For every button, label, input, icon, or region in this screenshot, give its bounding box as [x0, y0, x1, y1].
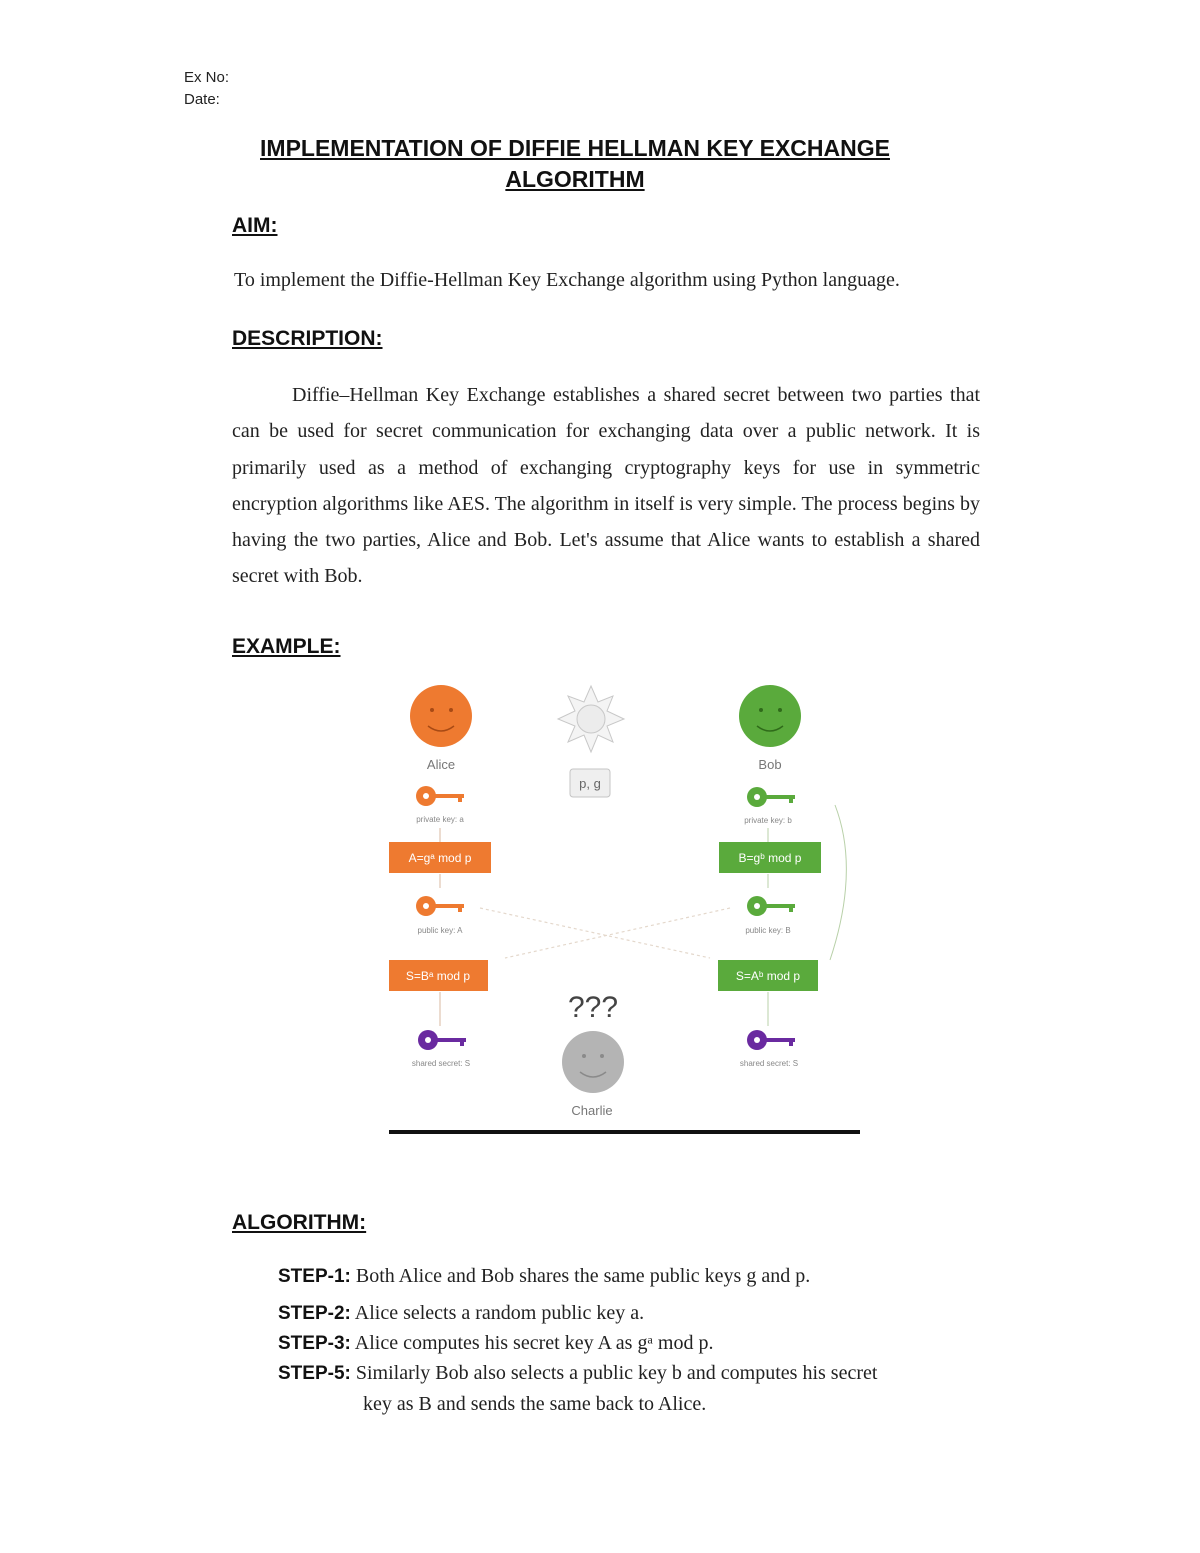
alice-face-icon: [410, 685, 472, 747]
public-params-box: [570, 769, 610, 797]
ex-no-label: Ex No:: [184, 69, 230, 86]
algorithm-step: [278, 1362, 978, 1385]
bob-compute-secret-label: S=Aᵇ mod p: [735, 969, 801, 983]
algorithm-step: [278, 1332, 978, 1355]
charlie-face-icon: [562, 1031, 624, 1093]
bob-compute-public-label: B=gᵇ mod p: [738, 851, 802, 865]
algorithm-heading: ALGORITHM:: [232, 1211, 367, 1234]
step-label: STEP-5:: [278, 1363, 351, 1384]
bob-name: Bob: [758, 757, 782, 772]
unknown-marker: ???: [567, 991, 619, 1024]
public-params-label: p, g: [579, 776, 601, 791]
bob-compute-secret-box: [718, 960, 818, 991]
alice-compute-public-label: A=gᵃ mod p: [408, 851, 472, 865]
aim-text: To implement the Diffie-Hellman Key Exchange algorithm using Python language.: [234, 269, 900, 291]
bob-public-key-icon: [747, 896, 795, 916]
step-label: STEP-1:: [278, 1266, 351, 1287]
bob-shared-secret-icon: [747, 1030, 795, 1050]
charlie-name: Charlie: [571, 1103, 613, 1118]
alice-compute-secret-box: [389, 960, 488, 991]
bob-private-key-label: private key: b: [744, 816, 792, 825]
bob-shared-secret-label: shared secret: S: [739, 1059, 799, 1068]
alice-shared-secret-icon: [418, 1030, 466, 1050]
alice-shared-secret-label: shared secret: S: [411, 1059, 471, 1068]
example-heading: EXAMPLE:: [232, 635, 341, 658]
algorithm-step: [278, 1265, 978, 1288]
step-text: Alice selects a random public key a.: [350, 1302, 645, 1324]
sun-icon: [558, 686, 624, 752]
key-exchange-lines: [480, 908, 730, 958]
bob-public-key-label: public key: B: [745, 926, 791, 935]
description-heading: DESCRIPTION:: [232, 327, 383, 350]
bob-private-key-icon: [747, 787, 795, 807]
alice-private-key-label: private key: a: [416, 815, 464, 824]
step-text: Both Alice and Bob shares the same public keys g and p.: [350, 1265, 811, 1287]
diagram-divider: [389, 1130, 860, 1134]
date-label: Date:: [184, 91, 220, 108]
step-text: Similarly Bob also selects a public key b and computes his secret: [350, 1362, 878, 1384]
alice-compute-public-box: [389, 842, 491, 873]
alice-public-key-label: public key: A: [417, 926, 463, 935]
alice-private-key-icon: [416, 786, 464, 806]
alice-compute-secret-label: S=Bᵃ mod p: [405, 969, 471, 983]
bob-flow-arrows: [768, 805, 846, 1026]
algorithm-step: [278, 1302, 978, 1325]
title-line-2: ALGORITHM: [505, 166, 645, 192]
step-text: Alice computes his secret key A as gᵃ mod p.: [350, 1332, 714, 1354]
title-line-1: IMPLEMENTATION OF DIFFIE HELLMAN KEY EXCHANGE: [260, 135, 890, 161]
step-label: STEP-2:: [278, 1303, 351, 1324]
step-continuation: key as B and sends the same back to Alice.: [363, 1393, 707, 1415]
aim-heading: AIM:: [232, 214, 278, 237]
step-label: STEP-3:: [278, 1333, 351, 1354]
bob-compute-public-box: [719, 842, 821, 873]
alice-name: Alice: [426, 757, 456, 772]
description-text: Diffie–Hellman Key Exchange establishes a shared secret between two parties that can be used for secret communication for exchanging data over a public network. It is primarily used as a method of exchanging cryptography keys for use in symmetric encryption algorithms like AES. The algorithm in itself is very simple. The process begins by having the two parties, Alice and Bob. Let's assume that Alice wants to establish a shared secret with Bob.: [232, 384, 980, 588]
bob-face-icon: [739, 685, 801, 747]
alice-public-key-icon: [416, 896, 464, 916]
